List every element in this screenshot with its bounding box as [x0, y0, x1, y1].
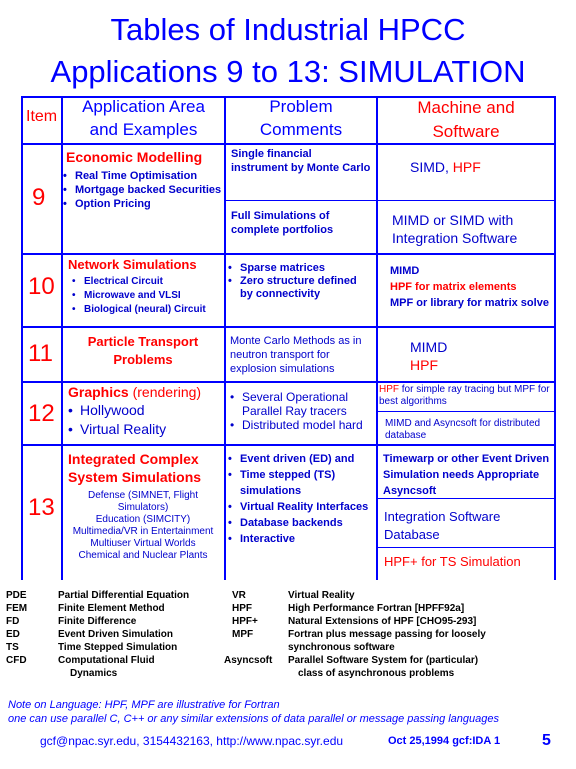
glossary-abbr: MPF: [232, 629, 254, 640]
glossary-abbr: VR: [232, 590, 246, 601]
application-examples: [63, 490, 223, 562]
machine-hpf: HPF: [452, 159, 481, 175]
application-examples: [68, 401, 218, 439]
list-item: • Hollywood: [68, 401, 218, 420]
problem-comments: [230, 390, 375, 432]
list-item: • Time stepped (TS) simulations: [228, 467, 373, 499]
machine-software-c: HPF+ for TS Simulation: [384, 554, 521, 569]
glossary-def: Computational Fluid: [58, 655, 155, 666]
machine-mimd: MIMD: [410, 339, 448, 355]
header-machine-line2: Software: [432, 122, 500, 141]
glossary-left: [6, 589, 189, 680]
header-machine-line1: Machine and: [417, 98, 515, 117]
glossary-def: Parallel Software System for (particular): [288, 655, 479, 666]
list-item: • Real Time Optimisation: [63, 169, 223, 183]
header-problem-line1: Problem: [269, 97, 333, 116]
list-item: Multimedia/VR in Entertainment: [72, 526, 214, 537]
list-item: Chemical and Nuclear Plants: [78, 550, 208, 561]
machine-software-b: MIMD and Asyncsoft for distributed database: [385, 418, 541, 441]
list-item: Defense (SIMNET, Flight Simulators): [87, 490, 199, 513]
language-note-line2: one can use parallel C, C++ or any similar extensions of data parallel or message passing languages: [8, 713, 500, 725]
list-item: • Zero structure defined by connectivity: [228, 275, 368, 301]
glossary-def: class of asynchronous problems: [298, 668, 455, 679]
header-item: Item: [26, 108, 58, 125]
list-item: Multiuser Virtual Worlds: [90, 538, 196, 549]
list-item: • Option Pricing: [63, 197, 223, 211]
application-examples: [63, 169, 223, 211]
footer-date: Oct 25,1994 gcf:IDA 1: [388, 735, 501, 747]
machine-software-b: Integration Software Database: [384, 509, 501, 542]
problem-comment-a: Single financial instrument by Monte Carlo: [231, 148, 371, 174]
machine-hpf: HPF for matrix elements: [390, 281, 517, 293]
glossary-abbr: FEM: [6, 603, 28, 614]
list-item: • Virtual Reality: [68, 420, 218, 439]
list-item: • Distributed model hard: [230, 418, 375, 432]
machine-simd: SIMD,: [410, 159, 453, 175]
glossary-abbr: HPF+: [232, 616, 258, 627]
page-title-line2: Applications 9 to 13: SIMULATION: [50, 54, 526, 89]
problem-comments: [228, 262, 368, 301]
application-title: Network Simulations: [68, 257, 197, 272]
machine-mpf: MPF or library for matrix solve: [390, 297, 549, 309]
row-number: 13: [28, 494, 55, 521]
application-title-main: Graphics: [68, 384, 133, 400]
list-item: • Sparse matrices: [228, 262, 368, 275]
application-title: Integrated Complex System Simulations: [68, 451, 202, 485]
application-examples: [72, 275, 224, 317]
glossary-abbr: CFD: [6, 655, 27, 666]
problem-comments: [228, 451, 373, 547]
list-item: • Event driven (ED) and: [228, 451, 373, 467]
machine-software-a: Timewarp or other Event Driven Simulation needs Appropriate Asyncsoft: [383, 453, 550, 497]
glossary-abbr: Asyncsoft: [224, 655, 273, 666]
header-application-line1: Application Area: [82, 97, 205, 116]
list-item: Education (SIMCITY): [95, 514, 191, 525]
machine-hpf: HPF: [410, 357, 438, 373]
glossary-def: Dynamics: [70, 668, 118, 679]
header-problem-line2: Comments: [259, 120, 343, 139]
row-number: 9: [32, 184, 46, 211]
glossary-def: Fortran plus message passing for loosely: [288, 629, 486, 640]
machine-software-a: [379, 384, 554, 408]
application-title: [68, 384, 201, 400]
list-item: • Biological (neural) Circuit: [72, 303, 224, 317]
machine-software-b: MIMD or SIMD with Integration Software: [392, 212, 518, 246]
footer-contact: gcf@npac.syr.edu, 3154432163, http://www.npac.syr.edu: [40, 734, 344, 748]
machine-hpf: HPF: [379, 384, 399, 395]
list-item: • Interactive: [228, 531, 373, 547]
application-title: Particle Transport Problems: [87, 334, 199, 367]
list-item: • Electrical Circuit: [72, 275, 224, 289]
machine-hpf-desc: for simple ray tracing but MPF for best algorithms: [379, 384, 550, 407]
glossary-def: Event Driven Simulation: [58, 629, 174, 640]
application-title: Economic Modelling: [66, 149, 203, 165]
list-item: • Mortgage backed Securities: [63, 183, 223, 197]
glossary-abbr: ED: [6, 629, 20, 640]
list-item: • Microwave and VLSI: [72, 289, 224, 303]
glossary-right: [224, 589, 486, 680]
problem-comment: Monte Carlo Methods as in neutron transport for explosion simulations: [230, 335, 362, 375]
header-application-line2: and Examples: [89, 120, 198, 139]
glossary-def: synchronous software: [288, 642, 395, 653]
page-title-line1: Tables of Industrial HPCC: [110, 12, 466, 47]
list-item: • Database backends: [228, 515, 373, 531]
list-item: • Virtual Reality Interfaces: [228, 499, 373, 515]
glossary-def: Virtual Reality: [288, 590, 355, 601]
glossary-abbr: PDE: [6, 590, 27, 601]
glossary-def: Finite Element Method: [58, 603, 165, 614]
glossary-def: Finite Difference: [58, 616, 137, 627]
page-number: 5: [542, 732, 551, 749]
machine-mimd: MIMD: [390, 265, 420, 277]
application-title-sub: (rendering): [132, 384, 202, 400]
language-note-line1: Note on Language: HPF, MPF are illustrative for Fortran: [8, 699, 280, 711]
glossary-def: Natural Extensions of HPF [CHO95-293]: [288, 616, 477, 627]
row-number: 12: [28, 400, 55, 427]
list-item: • Several Operational Parallel Ray tracers: [230, 390, 375, 418]
glossary-def: Time Stepped Simulation: [58, 642, 178, 653]
glossary-def: High Performance Fortran [HPFF92a]: [288, 603, 465, 614]
row-number: 10: [28, 273, 55, 300]
problem-comment-b: Full Simulations of complete portfolios: [231, 210, 334, 236]
glossary-def: Partial Differential Equation: [58, 590, 190, 601]
machine-software-a: [410, 159, 481, 175]
glossary-abbr: HPF: [232, 603, 252, 614]
glossary-abbr: FD: [6, 616, 20, 627]
row-number: 11: [28, 340, 53, 367]
glossary-abbr: TS: [6, 642, 19, 653]
